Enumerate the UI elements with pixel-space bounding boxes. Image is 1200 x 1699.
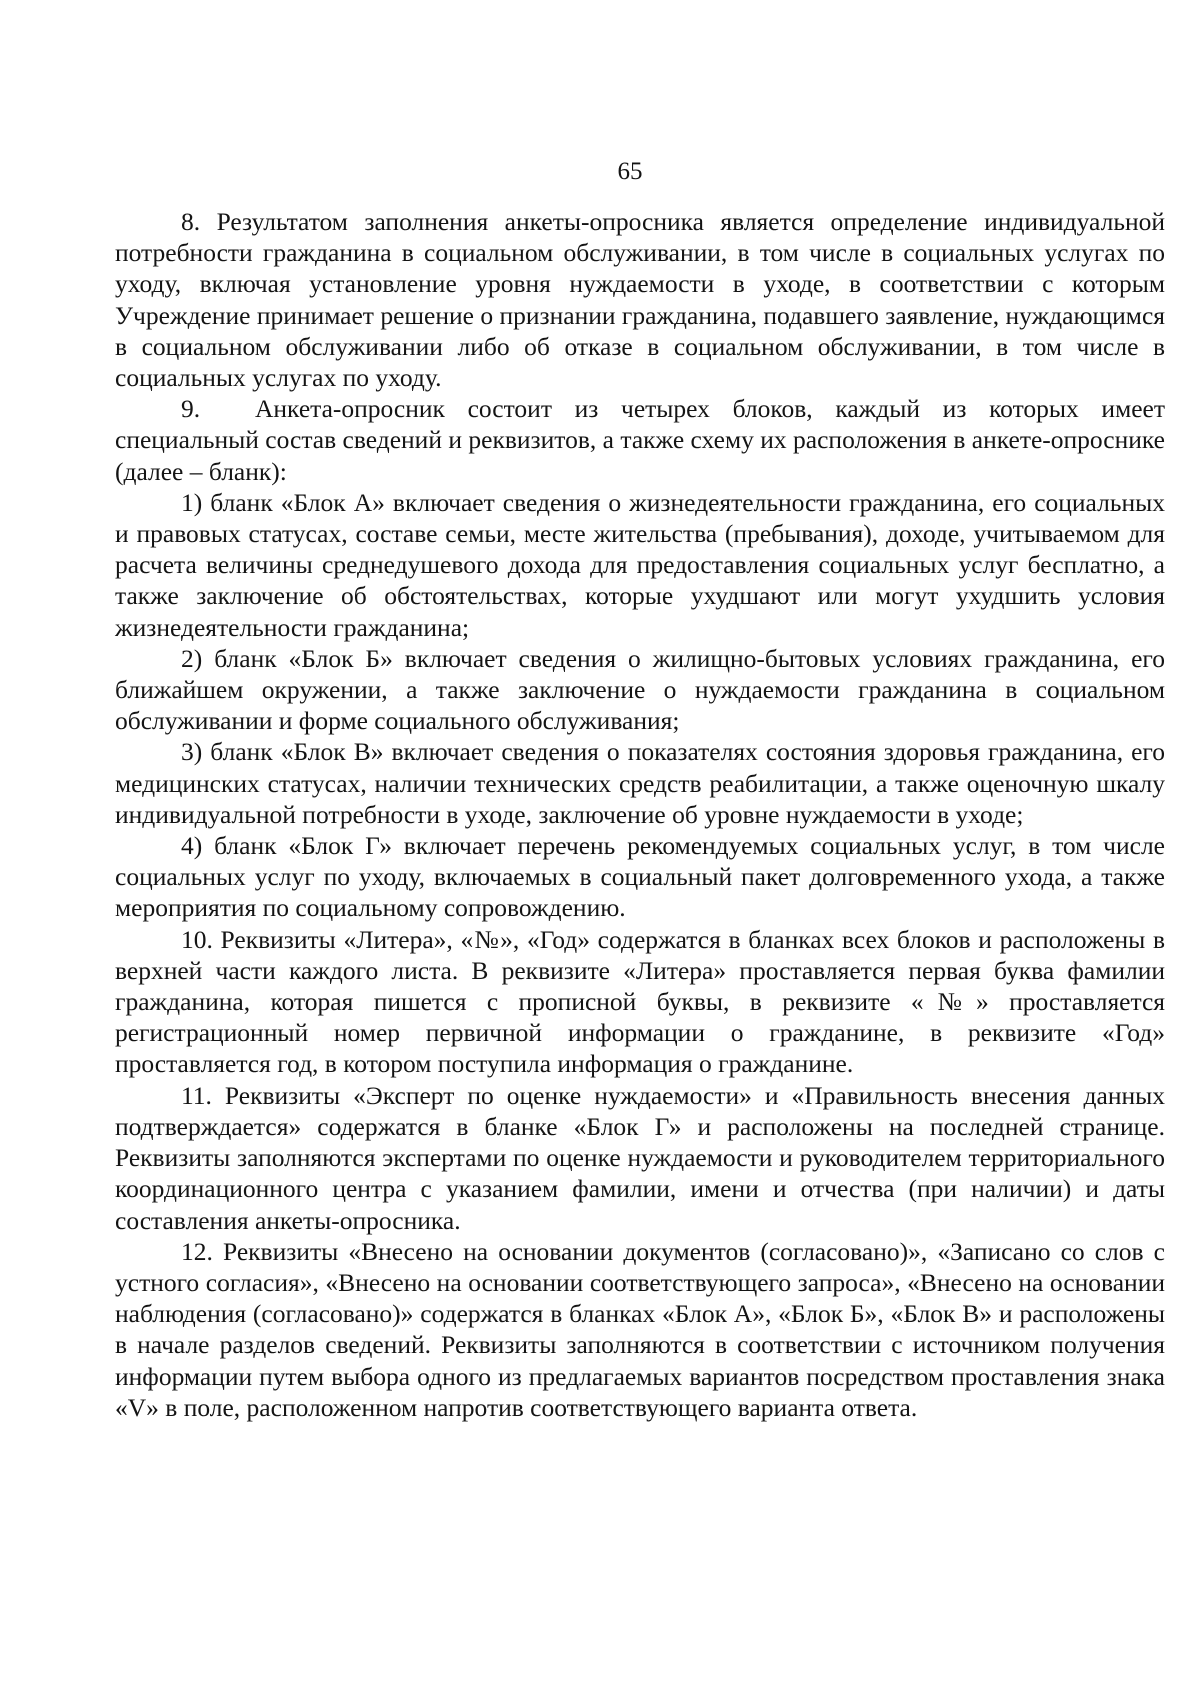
page-number: 65 bbox=[617, 158, 643, 185]
paragraph-11: 11. Реквизиты «Эксперт по оценке нуждаемости» и «Правильность внесения данных подтверждается» содержатся в бланке «Блок Г» и расположены на последней странице. Реквизиты заполняются экспертами по оценке нуждаемости и руководителем территориального координационного центра с указанием фамилии, имени и отчества (при наличии) и даты составления анкеты-опросника. bbox=[115, 1080, 1165, 1235]
paragraph-8: 8. Результатом заполнения анкеты-опросника является определение индивидуальной потребности гражданина в социальном обслуживании, в том числе в социальных услугах по уходу, включая установление уровня нуждаемости в уходе, в соответствии с которым Учреждение принимает решение о признании гражданина, подавшего заявление, нуждающимся в социальном обслуживании либо об отказе в социальном обслуживании, в том числе в социальных услугах по уходу. bbox=[115, 207, 1165, 393]
document-body bbox=[115, 206, 1165, 1423]
list-item-3-block-v: 3) бланк «Блок В» включает сведения о показателях состояния здоровья гражданина, его медицинских статусах, наличии технических средств реабилитации, а также оценочную шкалу индивидуальной потребности в уходе, заключение об уровне нуждаемости в уходе; bbox=[115, 737, 1165, 829]
list-item-4-block-g: 4) бланк «Блок Г» включает перечень рекомендуемых социальных услуг, в том числе социальных услуг по уходу, включаемых в социальный пакет долговременного ухода, а также мероприятия по социальному сопровождению. bbox=[115, 831, 1165, 923]
list-item-1-block-a: 1) бланк «Блок А» включает сведения о жизнедеятельности гражданина, его социальных и правовых статусах, составе семьи, месте жительства (пребывания), доходе, учитываемом для расчета величины среднедушевого дохода для предоставления социальных услуг бесплатно, а также заключение об обстоятельствах, которые ухудшают или могут ухудшить условия жизнедеятельности гражданина; bbox=[115, 487, 1165, 642]
paragraph-12: 12. Реквизиты «Внесено на основании документов (согласовано)», «Записано со слов с устного согласия», «Внесено на основании соответствующего запроса», «Внесено на основании наблюдения (согласовано)» содержатся в бланках «Блок А», «Блок Б», «Блок В» и расположены в начале разделов сведений. Реквизиты заполняются в соответствии с источником получения информации путем выбора одного из предлагаемых вариантов посредством проставления знака «V» в поле, расположенном напротив соответствующего варианта ответа. bbox=[115, 1236, 1165, 1422]
paragraph-9 bbox=[115, 393, 1165, 487]
list-item-2-block-b: 2) бланк «Блок Б» включает сведения о жилищно-бытовых условиях гражданина, его ближайшем окружении, а также заключение о нуждаемости гражданина в социальном обслуживании и форме социального обслуживания; bbox=[115, 643, 1165, 736]
paragraph-10: 10. Реквизиты «Литера», «№», «Год» содержатся в бланках всех блоков и расположены в верхней части каждого листа. В реквизите «Литера» проставляется первая буква фамилии гражданина, которая пишется с прописной буквы, в реквизите «№» проставляется регистрационный номер первичной информации о гражданине, в реквизите «Год» проставляется год, в котором поступила информация о гражданине. bbox=[115, 924, 1165, 1079]
paragraph-9-text: Анкета-опросник состоит из четырех блоков, каждый из которых имеет специальный состав сведений и реквизитов, а также схему их расположения в анкете-опроснике (далее – бланк): bbox=[115, 394, 1165, 486]
paragraph-9-number: 9. bbox=[181, 394, 201, 424]
